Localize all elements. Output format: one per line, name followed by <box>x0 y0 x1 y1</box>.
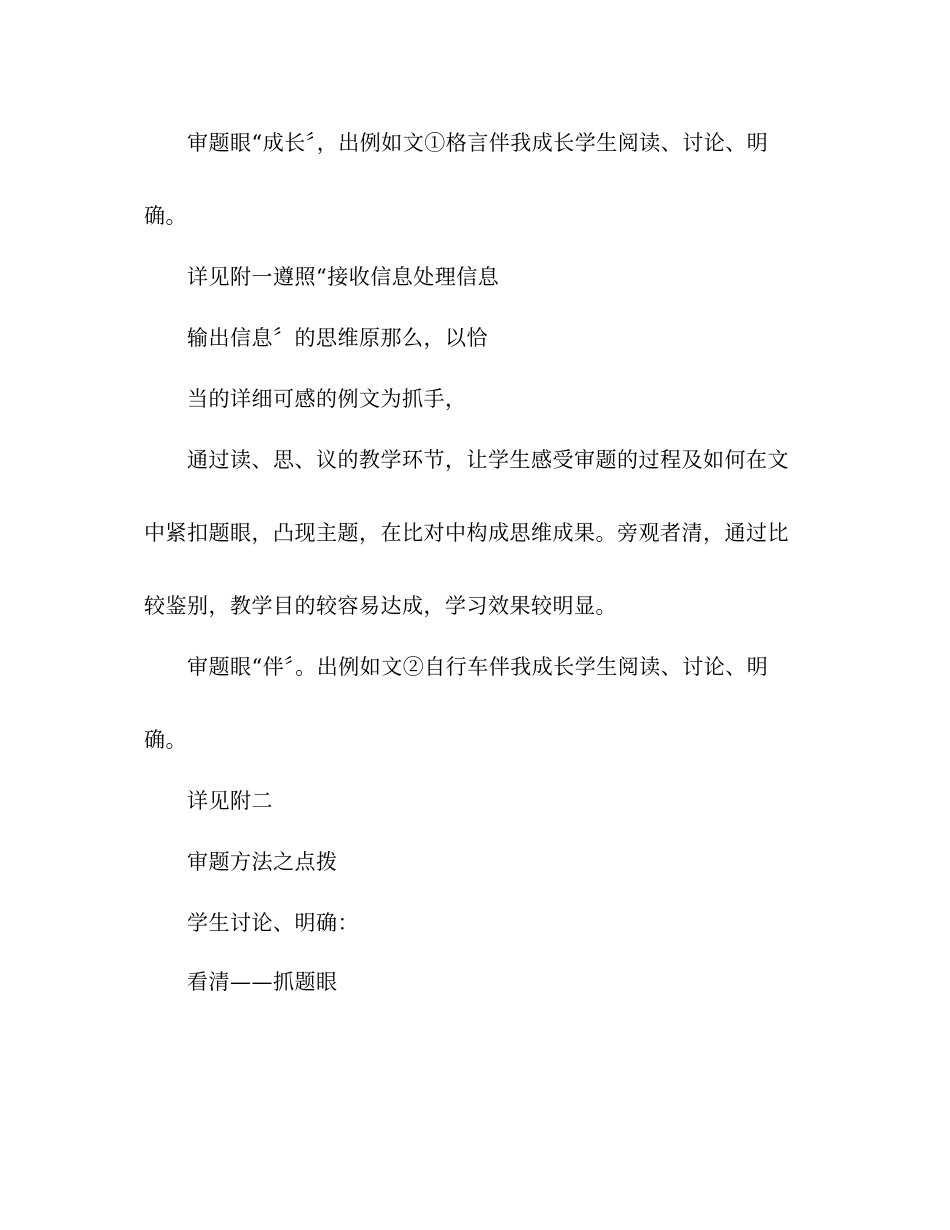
paragraph-line: 审题眼“成长〞，出例如文①格言伴我成长学生阅读、讨论、明 <box>187 131 769 155</box>
paragraph-line: 审题眼“伴〞。出例如文②自行车伴我成长学生阅读、讨论、明 <box>187 655 769 679</box>
paragraph-line: 确。 <box>144 728 187 752</box>
paragraph-line: 详见附一遵照“接收信息处理信息 <box>187 265 500 289</box>
paragraph-line: 较鉴别，教学目的较容易达成，学习效果较明显。 <box>144 594 617 618</box>
paragraph-line: 通过读、思、议的教学环节，让学生感受审题的过程及如何在文 <box>187 448 789 472</box>
paragraph-line: 输出信息〞的思维原那么，以恰 <box>187 326 488 350</box>
paragraph-line: 看清——抓题眼 <box>187 970 338 994</box>
paragraph-line: 当的详细可感的例文为抓手， <box>187 387 467 411</box>
paragraph-line: 中紧扣题眼，凸现主题，在比对中构成思维成果。旁观者清，通过比 <box>144 521 789 545</box>
paragraph-line: 确。 <box>144 204 187 228</box>
paragraph-line: 详见附二 <box>187 789 273 813</box>
paragraph-line: 学生讨论、明确： <box>187 911 359 935</box>
paragraph-line: 审题方法之点拨 <box>187 850 338 874</box>
